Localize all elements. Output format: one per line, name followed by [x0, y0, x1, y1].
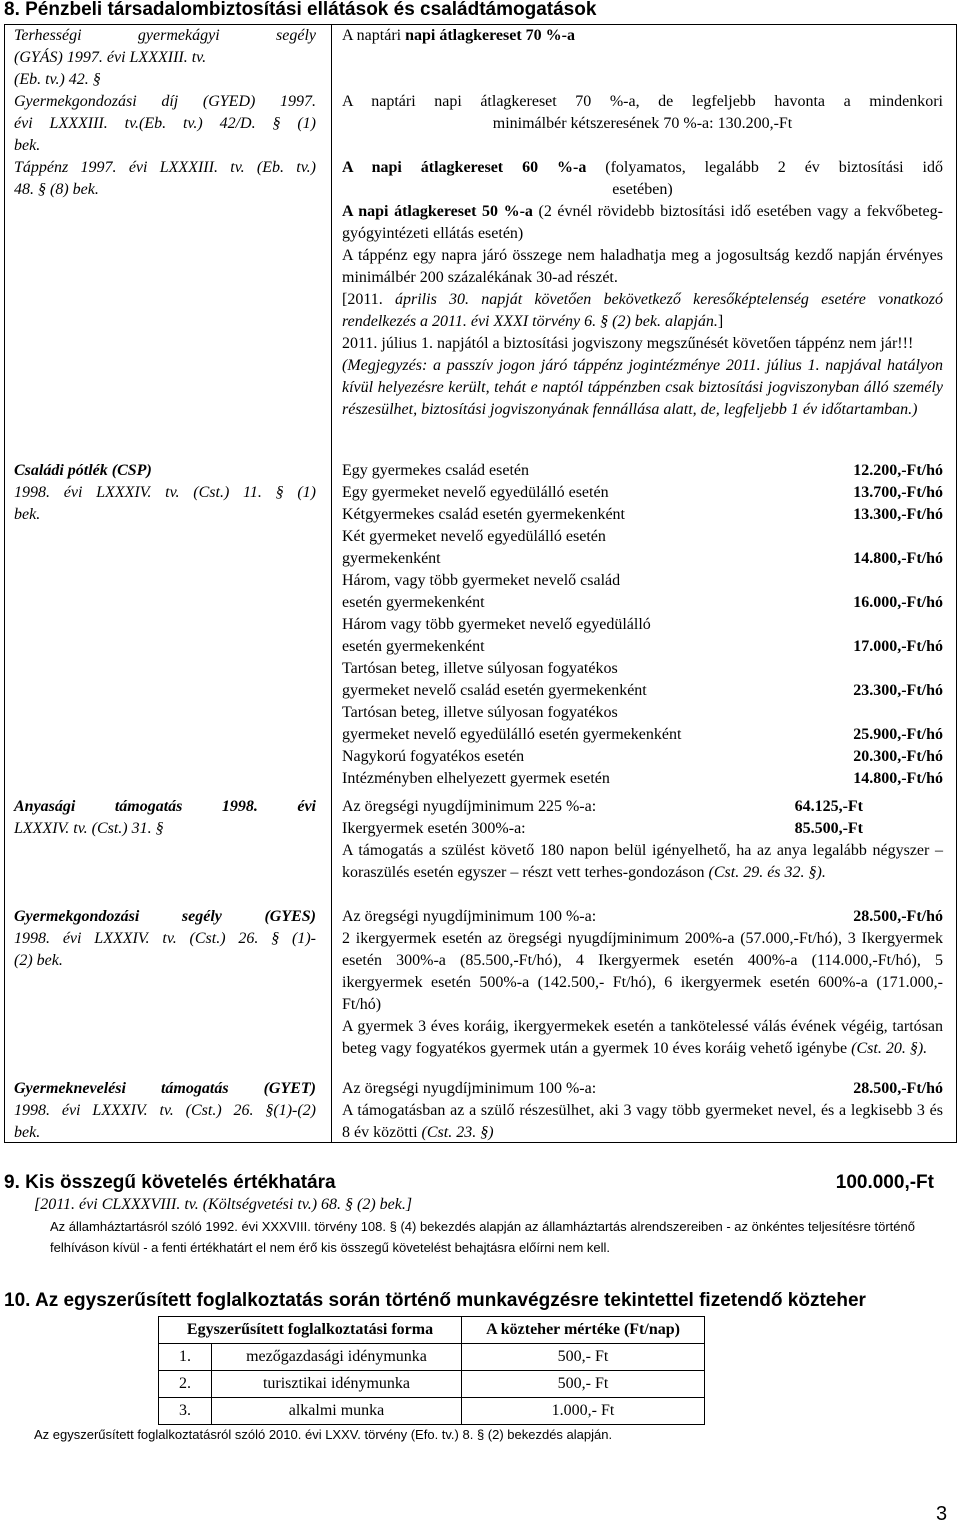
section-8-title: 8. Pénzbeli társadalombiztosítási ellátások és családtámogatások	[4, 0, 597, 20]
row-value: 1.000,- Ft	[462, 1398, 705, 1425]
page-number: 3	[936, 1503, 948, 1525]
section-10-footnote: Az egyszerűsített foglalkoztatásról szóló 2010. évi LXXV. törvény (Efo. tv.) 8. § (2) bekezdés alapján.	[34, 1427, 613, 1442]
section-9-note: Az államháztartásról szóló 1992. évi XXXVIII. törvény 108. § (4) bekezdés alapján az államháztartás alrendszereiben - az önkéntes teljesítésre történő felhíváson kívül - a fenti értékhatárt el nem érő kis összegű követelést behajtásra előírni nem kell.	[50, 1219, 915, 1255]
csp-row: Nagykorú fogyatékos esetén 20.300,-Ft/hó	[342, 748, 943, 765]
tappenz-value: A napi átlagkereset 60 %-a (folyamatos, legalább 2 év biztosítási idő esetében) A napi átlagkereset 50 %-a (2 évnél rövidebb biztosítási idő esetében vagy a fekvőbeteg-gyógyintézeti ellátás esetén) A táppénz egy napra járó összege nem haladhatja meg a jogosultság kezdő napján érvényes minimálbér 200 százalékának 30-ad részét. [2011. április 30. napját követően bekövetkező keresőképtelenség esetére vonatkozó rendelkezés a 2011. évi XXXI törvény 6. § (2) bek. alapján.] 2011. július 1. napjától a biztosítási jogviszony megszűnését követően táppénz nem jár!!! (Megjegyzés: a passzív jogon járó táppénz jogintézménye 2011. július 1. napjával hatályon kívül helyezésre került, tehát e naptól táppénzben csak biztosítási jogviszonyban álló személy részesülhet, biztosítási jogviszonyának fennállása alatt, de, legfeljebb 1 év időtartamban.)	[342, 159, 944, 418]
row-value: 500,- Ft	[462, 1344, 705, 1371]
row-value: 500,- Ft	[462, 1371, 705, 1398]
section-9-reference: [2011. évi CLXXXVIII. tv. (Költségvetési tv.) 68. § (2) bek.]	[34, 1196, 413, 1213]
anyasagi-label: Anyasági támogatás 1998. évi LXXXIV. tv. (Cst.) 31. §	[14, 798, 316, 837]
csp-label: Családi pótlék (CSP) 1998. évi LXXXIV. tv. (Cst.) 11. § (1) bek.	[14, 462, 316, 523]
gyas-value: A naptári napi átlagkereset 70 %-a	[342, 27, 576, 44]
csp-values	[342, 460, 943, 790]
csp-row: Tartósan beteg, illetve súlyosan fogyatékos gyermeket nevelő család esetén gyermekenként 23.300,-Ft/hó	[342, 660, 943, 699]
table-header: A közteher mértéke (Ft/nap)	[462, 1317, 705, 1344]
row-number: 2.	[159, 1371, 212, 1398]
section-9	[4, 1172, 934, 1258]
section-10-title: 10. Az egyszerűsített foglalkoztatás során történő munkavégzésre tekintettel fizetendő közteher	[4, 1290, 866, 1311]
tappenz-label: Táppénz 1997. évi LXXXIII. tv. (Eb. tv.) 48. § (8) bek.	[14, 159, 316, 198]
csp-row: Három vagy több gyermeket nevelő egyedülálló esetén gyermekenként 17.000,-Ft/hó	[342, 616, 943, 655]
row-number: 3.	[159, 1398, 212, 1425]
gyes-values: Az öregségi nyugdíjminimum 100 %-a: 28.500,-Ft/hó 2 ikergyermek esetén az öregségi nyugdíjminimum 200%-a (57.000,-Ft/hó), 3 Ikergyermek esetén 300%-a (85.500,-Ft/hó), 4 Ikergyermek esetén 400%-a (114.000,-Ft/hó), 5 ikergyermek esetén 500%-a (142.500,- Ft/hó), 6 ikergyermek esetén 600%-a (171.000,- Ft/hó) A gyermek 3 éves koráig, ikergyermekek esetén a tankötelessé válás évének végéig, tartósan beteg vagy fogyatékos gyermek után a gyermek 10 éves koráig vehető igénybe (Cst. 20. §).	[342, 908, 943, 1057]
anyasagi-values: Az öregségi nyugdíjminimum 225 %-a: 64.125,-Ft Ikergyermek esetén 300%-a: 85.500,-Ft A támogatás a szülést követő 180 napon belül igényelhető, ha az anya legalább négyszer – koraszülés esetén egyszer – részt vett terhes-gondozáson (Cst. 29. és 32. §).	[342, 798, 943, 881]
gyet-label: Gyermeknevelési támogatás (GYET) 1998. évi LXXXIV. tv. (Cst.) 26. §(1)-(2) bek.	[14, 1080, 316, 1141]
row-form: alkalmi munka	[212, 1398, 462, 1425]
table-header: Egyszerűsített foglalkoztatási forma	[159, 1317, 462, 1344]
csp-row: Kétgyermekes család esetén gyermekenként 13.300,-Ft/hó	[342, 506, 943, 523]
csp-row: Intézményben elhelyezett gyermek esetén 14.800,-Ft/hó	[342, 770, 943, 787]
table-row	[159, 1398, 705, 1425]
gyas-label: Terhességi gyermekágyi segély (GYÁS) 1997. évi LXXXIII. tv. (Eb. tv.) 42. §	[14, 27, 316, 88]
csp-row: Egy gyermeket nevelő egyedülálló esetén 13.700,-Ft/hó	[342, 484, 943, 501]
gyed-label: Gyermekgondozási díj (GYED) 1997. évi LXXXIII. tv.(Eb. tv.) 42/D. § (1) bek.	[14, 93, 316, 154]
csp-row: Két gyermeket nevelő egyedülálló esetén gyermekenként 14.800,-Ft/hó	[342, 528, 943, 567]
gyes-label: Gyermekgondozási segély (GYES) 1998. évi LXXXIV. tv. (Cst.) 26. § (1)- (2) bek.	[14, 908, 316, 969]
simplified-employment-table	[158, 1316, 705, 1425]
table-row	[159, 1371, 705, 1398]
gyed-value: A naptári napi átlagkereset 70 %-a, de legfeljebb havonta a mindenkori minimálbér kétszeresének 70 %-a: 130.200,-Ft	[342, 93, 943, 132]
section-9-title: 9. Kis összegű követelés értékhatára	[4, 1172, 336, 1193]
row-number: 1.	[159, 1344, 212, 1371]
row-form: mezőgazdasági idénymunka	[212, 1344, 462, 1371]
csp-row: Egy gyermekes család esetén 12.200,-Ft/hó	[342, 462, 943, 479]
table-row	[159, 1344, 705, 1371]
csp-row: Tartósan beteg, illetve súlyosan fogyatékos gyermeket nevelő egyedülálló esetén gyermekenként 25.900,-Ft/hó	[342, 704, 943, 743]
gyet-values: Az öregségi nyugdíjminimum 100 %-a: 28.500,-Ft/hó A támogatásban az a szülő részesülhet, aki 3 vagy több gyermeket nevel, és a legkisebb 3 és 8 év közötti (Cst. 23. §)	[342, 1080, 943, 1141]
section-9-amount: 100.000,-Ft	[835, 1172, 934, 1193]
csp-row: Három, vagy több gyermeket nevelő család esetén gyermekenként 16.000,-Ft/hó	[342, 572, 943, 611]
row-form: turisztikai idénymunka	[212, 1371, 462, 1398]
